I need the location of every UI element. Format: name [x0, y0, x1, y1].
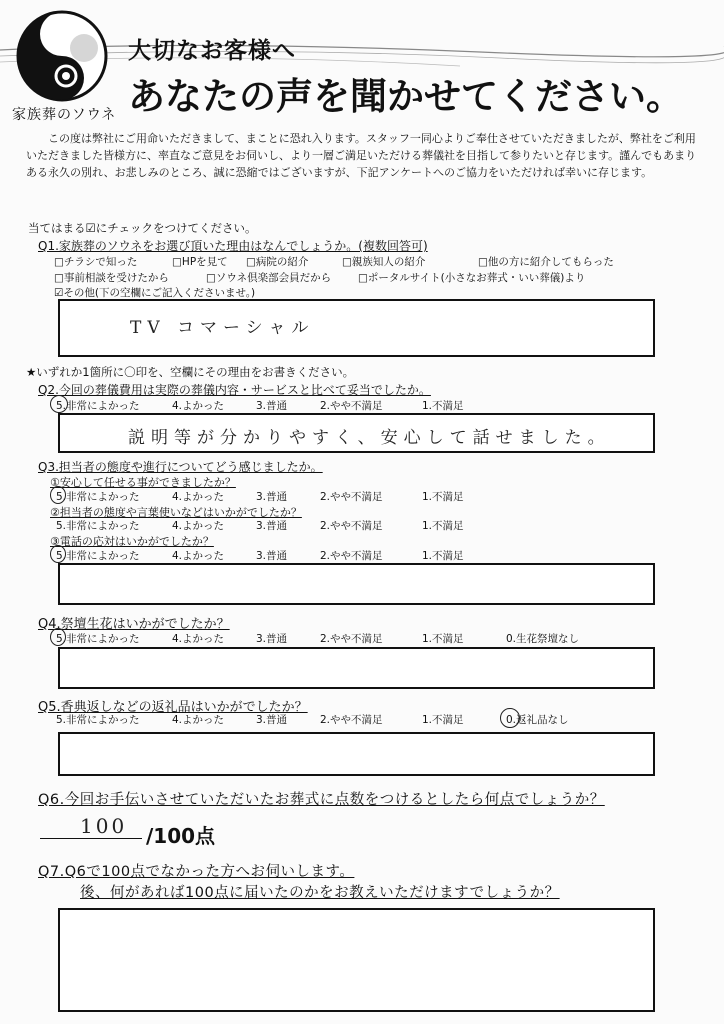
q5-selected-circle — [500, 708, 520, 728]
rating-option-2[interactable]: 2.やや不満足 — [320, 633, 383, 645]
rating-option-5[interactable]: 5.非常によかった — [56, 400, 140, 412]
rating-option-1[interactable]: 1.不満足 — [422, 633, 464, 645]
q1-option[interactable]: □親族知人の紹介 — [342, 256, 426, 268]
q1-option[interactable]: □HPを見て — [172, 256, 228, 268]
q6-score-suffix: /100点 — [146, 824, 216, 848]
q1-option[interactable]: □病院の紹介 — [246, 256, 309, 268]
rating-option-4[interactable]: 4.よかった — [172, 400, 225, 412]
q2-question: Q2.今回の葬儀費用は実際の葬儀内容・サービスと比べて妥当でしたか。 — [38, 383, 431, 397]
q2-rating-scale — [56, 398, 676, 414]
rating-option-3[interactable]: 3.普通 — [256, 714, 288, 726]
rating-option-2[interactable]: 2.やや不満足 — [320, 520, 383, 532]
brand-name: 家族葬のソウネ — [12, 107, 117, 123]
q4-question: Q4.祭壇生花はいかがでしたか？ — [38, 617, 230, 632]
title-small: 大切なお客様へ — [128, 38, 296, 64]
q5-rating-scale — [56, 712, 696, 728]
q3-sub3: ③電話の応対はいかがでしたか？ — [50, 535, 214, 548]
q3-1-selected-circle — [50, 486, 66, 504]
rating-option-2[interactable]: 2.やや不満足 — [320, 714, 383, 726]
rating-option-3[interactable]: 3.普通 — [256, 491, 288, 503]
rating-option-4[interactable]: 4.よかった — [172, 491, 225, 503]
rating-option-4[interactable]: 4.よかった — [172, 633, 225, 645]
instruction-2: ★いずれか1箇所に〇印を、空欄にその理由をお書きください。 — [26, 365, 355, 379]
intro-text: この度は弊社にご用命いただきまして、まことに恐れ入ります。スタッフ一同心よりご奉仕させていただきましたが、弊社をご利用いただきました皆様方に、率直なご意見をお伺いし、より一層ご満足いただける葬儀社を目指して参りたいと存じます。謹んでもあまりある永久の別れ、お悲しみのところ、誠に恐縮ではございますが、下記アンケートへのご協力をいただければ幸いに存じます。 — [26, 132, 697, 179]
rating-option-5[interactable]: 5.非常によかった — [56, 491, 140, 503]
q1-option[interactable]: □事前相談を受けたから — [54, 272, 169, 284]
rating-option-5[interactable]: 5.非常によかった — [56, 550, 140, 562]
q3-sub2: ②担当者の態度や言葉使いなどはいかがでしたか？ — [50, 506, 302, 519]
q7-answer-box[interactable] — [58, 908, 655, 1012]
q4-answer-box[interactable] — [58, 647, 655, 689]
q3-question: Q3.担当者の態度や進行についてどう感じましたか。 — [38, 460, 323, 474]
rating-option-1[interactable]: 1.不満足 — [422, 714, 464, 726]
company-logo-icon — [14, 8, 110, 104]
q1-option[interactable]: □ソウネ倶楽部会員だから — [206, 272, 332, 284]
rating-option-1[interactable]: 1.不満足 — [422, 550, 464, 562]
q1-option[interactable]: □チラシで知った — [54, 256, 138, 268]
q7-question: Q7.Q6で100点でなかった方へお伺いします。 — [38, 864, 355, 880]
q2-answer-box[interactable] — [58, 413, 655, 453]
q3-2-rating-scale — [56, 518, 676, 534]
rating-option-3[interactable]: 3.普通 — [256, 550, 288, 562]
q3-answer-box[interactable] — [58, 563, 655, 605]
rating-option-4[interactable]: 4.よかった — [172, 520, 225, 532]
rating-option-5[interactable]: 5.非常によかった — [56, 633, 140, 645]
q2-selected-circle — [50, 395, 68, 413]
rating-option-1[interactable]: 1.不満足 — [422, 491, 464, 503]
rating-option-5[interactable]: 5.非常によかった — [56, 520, 140, 532]
q2-handwritten-answer: 説明等が分かりやすく、安心して話せました。 — [128, 428, 611, 448]
rating-option-1[interactable]: 1.不満足 — [422, 520, 464, 532]
rating-option-3[interactable]: 3.普通 — [256, 520, 288, 532]
q3-1-rating-scale — [56, 489, 676, 505]
q6-handwritten-score[interactable]: 100 — [80, 814, 128, 838]
rating-option-4[interactable]: 4.よかった — [172, 550, 225, 562]
q7-question-2: 後、何があれば100点に届いたのかをお教えいただけますでしょうか？ — [80, 885, 560, 901]
q6-score-line — [40, 838, 142, 839]
rating-option-3[interactable]: 3.普通 — [256, 400, 288, 412]
rating-option-0[interactable]: 0.生花祭壇なし — [506, 633, 580, 645]
q6-question: Q6.今回お手伝いさせていただいたお葬式に点数をつけるとしたら何点でしょうか？ — [38, 792, 605, 808]
rating-option-4[interactable]: 4.よかった — [172, 714, 225, 726]
q4-rating-scale — [56, 631, 696, 647]
q1-handwritten-answer: TV コマーシャル — [130, 318, 315, 338]
q4-selected-circle — [50, 628, 66, 646]
rating-option-5[interactable]: 5.非常によかった — [56, 714, 140, 726]
instruction: 当てはまる☑にチェックをつけてください。 — [28, 221, 257, 235]
page-title: あなたの声を聞かせてください。 — [128, 75, 683, 118]
q1-option[interactable]: □ポータルサイト(小さなお葬式・いい葬儀)より — [358, 272, 586, 284]
q3-3-selected-circle — [50, 545, 66, 563]
rating-option-0[interactable]: 0.返礼品なし — [506, 714, 569, 726]
q1-option-checked[interactable]: ☑その他(下の空欄にご記入くださいませ。) — [54, 287, 256, 299]
q3-3-rating-scale — [56, 548, 676, 564]
q1-question: Q1.家族葬のソウネをお選び頂いた理由はなんでしょうか。(複数回答可) — [38, 239, 428, 253]
rating-option-2[interactable]: 2.やや不満足 — [320, 550, 383, 562]
q3-sub1: ①安心して任せる事ができましたか？ — [50, 476, 236, 489]
q5-answer-box[interactable] — [58, 732, 655, 776]
rating-option-1[interactable]: 1.不満足 — [422, 400, 464, 412]
q1-option[interactable]: □他の方に紹介してもらった — [478, 256, 614, 268]
rating-option-2[interactable]: 2.やや不満足 — [320, 400, 383, 412]
rating-option-2[interactable]: 2.やや不満足 — [320, 491, 383, 503]
q1-answer-box[interactable] — [58, 299, 655, 357]
q5-question: Q5.香典返しなどの返礼品はいかがでしたか？ — [38, 700, 308, 715]
rating-option-3[interactable]: 3.普通 — [256, 633, 288, 645]
